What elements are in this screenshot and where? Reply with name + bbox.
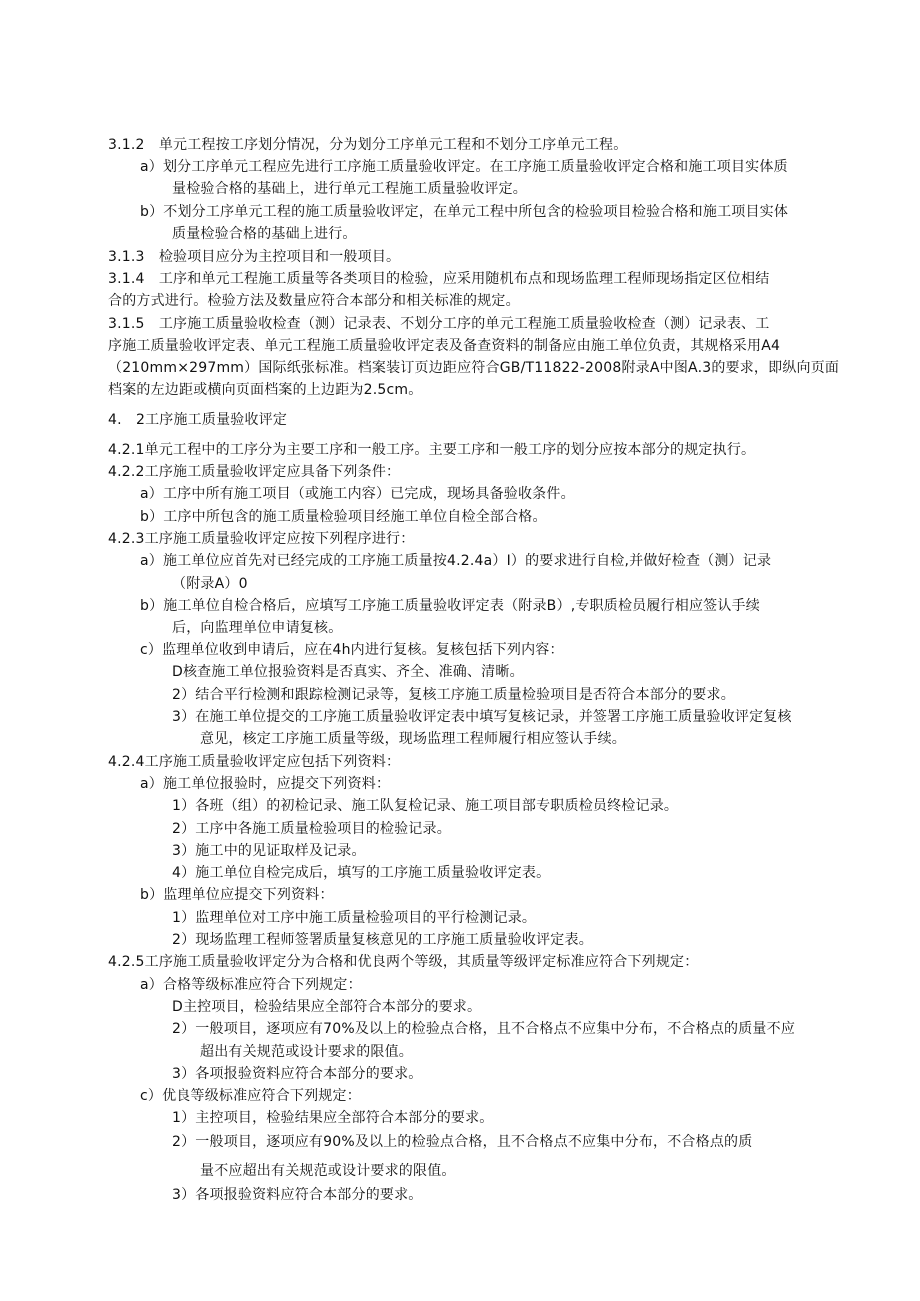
clause-3-1-5-line2: 序施工质量验收评定表、单元工程施工质量验收评定表及备查资料的制备应由施工单位负责，其规格采用A4 bbox=[108, 338, 781, 354]
clause-3-1-5-line3: （210mm×297mm）国际纸张标准。档案装订页边距应符合GB/T11822-2008附录A中图A.3的要求，即纵向页面 bbox=[108, 360, 840, 376]
clause-4-2-5-c-2-line1: 2）一般项目，逐项应有90%及以上的检验点合格，且不合格点不应集中分布，不合格点的质 bbox=[172, 1134, 753, 1150]
clause-4-2-3-b-line2: 后，向监理单位申请复核。 bbox=[172, 620, 343, 636]
section-heading-4-2: 4. 2工序施工质量验收评定 bbox=[108, 412, 288, 428]
clause-4-2-3-c-2: 2）结合平行检测和跟踪检测记录等，复核工序施工质量检验项目是否符合本部分的要求。 bbox=[172, 687, 735, 703]
clause-3-1-4-line2: 合的方式进行。检验方法及数量应符合本部分和相关标准的规定。 bbox=[108, 293, 520, 309]
clause-3-1-5-line1: 3.1.5 工序施工质量验收检查（测）记录表、不划分工序的单元工程施工质量验收检查（测）记录表、工 bbox=[108, 316, 770, 332]
item-a-line1: a）划分工序单元工程应先进行工序施工质量验收评定。在工序施工质量验收评定合格和施工项目实体质 bbox=[140, 159, 788, 175]
clause-4-2-4: 4.2.4工序施工质量验收评定应包括下列资料： bbox=[108, 754, 401, 770]
item-a-line2: 量检验合格的基础上，进行单元工程施工质量验收评定。 bbox=[172, 181, 527, 197]
clause-3-1-2: 3.1.2 单元工程按工序划分情况，分为划分工序单元工程和不划分工序单元工程。 bbox=[108, 137, 628, 153]
clause-4-2-4-a-3: 3）施工中的见证取样及记录。 bbox=[172, 843, 366, 859]
clause-4-2-5: 4.2.5工序施工质量验收评定分为合格和优良两个等级，其质量等级评定标准应符合下列规定： bbox=[108, 954, 699, 970]
item-b-line1: b）不划分工序单元工程的施工质量验收评定，在单元工程中所包含的检验项目检验合格和施工项目实体 bbox=[140, 204, 789, 220]
clause-4-2-5-a-2-line2: 超出有关规范或设计要求的限值。 bbox=[200, 1044, 413, 1060]
clause-4-2-5-c: c）优良等级标准应符合下列规定： bbox=[140, 1088, 361, 1104]
clause-3-1-4-line1: 3.1.4 工序和单元工程施工质量等各类项目的检验，应采用随机布点和现场监理工程师现场指定区位相结 bbox=[108, 271, 770, 287]
clause-4-2-4-b-2: 2）现场监理工程师签署质量复核意见的工序施工质量验收评定表。 bbox=[172, 932, 593, 948]
clause-4-2-2-a: a）工序中所有施工项目（或施工内容）已完成，现场具备验收条件。 bbox=[140, 486, 575, 502]
clause-4-2-5-a-1: D主控项目，检验结果应全部符合本部分的要求。 bbox=[172, 999, 482, 1015]
clause-4-2-3-a-line1: a）施工单位应首先对已经完成的工序施工质量按4.2.4a）I）的要求进行自检,并做好检查（测）记录 bbox=[140, 553, 772, 569]
clause-4-2-5-c-1: 1）主控项目，检验结果应全部符合本部分的要求。 bbox=[172, 1110, 494, 1126]
clause-4-2-4-a-1: 1）各班（组）的初检记录、施工队复检记录、施工项目部专职质检员终检记录。 bbox=[172, 798, 679, 814]
clause-4-2-3-c: c）监理单位收到申请后，应在4h内进行复核。复核包括下列内容： bbox=[140, 642, 564, 658]
clause-4-2-5-c-2-line2: 量不应超出有关规范或设计要求的限值。 bbox=[200, 1163, 456, 1179]
clause-4-2-3-c-1: D核查施工单位报验资料是否真实、齐全、准确、清晰。 bbox=[172, 664, 524, 680]
clause-4-2-3-c-3-line2: 意见，核定工序施工质量等级，现场监理工程师履行相应签认手续。 bbox=[200, 731, 626, 747]
clause-4-2-5-a-2-line1: 2）一般项目，逐项应有70%及以上的检验点合格，且不合格点不应集中分布，不合格点的质量不应 bbox=[172, 1021, 796, 1037]
clause-4-2-5-c-3: 3）各项报验资料应符合本部分的要求。 bbox=[172, 1187, 423, 1203]
clause-3-1-3: 3.1.3 检验项目应分为主控项目和一般项目。 bbox=[108, 249, 401, 265]
clause-4-2-3-b-line1: b）施工单位自检合格后，应填写工序施工质量验收评定表（附录B）,专职质检员履行相应签认手续 bbox=[140, 598, 760, 614]
clause-4-2-4-a-2: 2）工序中各施工质量检验项目的检验记录。 bbox=[172, 821, 451, 837]
clause-3-1-5-line4: 档案的左边距或横向页面档案的上边距为2.5cm。 bbox=[108, 382, 423, 398]
clause-4-2-5-a: a）合格等级标准应符合下列规定： bbox=[140, 977, 362, 993]
clause-4-2-3-c-3-line1: 3）在施工单位提交的工序施工质量验收评定表中填写复核记录，并签署工序施工质量验收评定复核 bbox=[172, 709, 792, 725]
item-b-line2: 质量检验合格的基础上进行。 bbox=[172, 226, 357, 242]
clause-4-2-3-a-line2: （附录A）0 bbox=[172, 576, 248, 592]
clause-4-2-2-b: b）工序中所包含的施工质量检验项目经施工单位自检全部合格。 bbox=[140, 509, 547, 525]
clause-4-2-4-a-4: 4）施工单位自检完成后，填写的工序施工质量验收评定表。 bbox=[172, 865, 551, 881]
clause-4-2-3: 4.2.3工序施工质量验收评定应按下列程序进行： bbox=[108, 531, 415, 547]
clause-4-2-4-a: a）施工单位报验时，应提交下列资料： bbox=[140, 776, 391, 792]
clause-4-2-4-b-1: 1）监理单位对工序中施工质量检验项目的平行检测记录。 bbox=[172, 910, 537, 926]
clause-4-2-5-a-3: 3）各项报验资料应符合本部分的要求。 bbox=[172, 1066, 423, 1082]
clause-4-2-2: 4.2.2工序施工质量验收评定应具备下列条件： bbox=[108, 464, 401, 480]
clause-4-2-4-b: b）监理单位应提交下列资料： bbox=[140, 887, 334, 903]
clause-4-2-1: 4.2.1单元工程中的工序分为主要工序和一般工序。主要工序和一般工序的划分应按本部分的规定执行。 bbox=[108, 442, 756, 458]
